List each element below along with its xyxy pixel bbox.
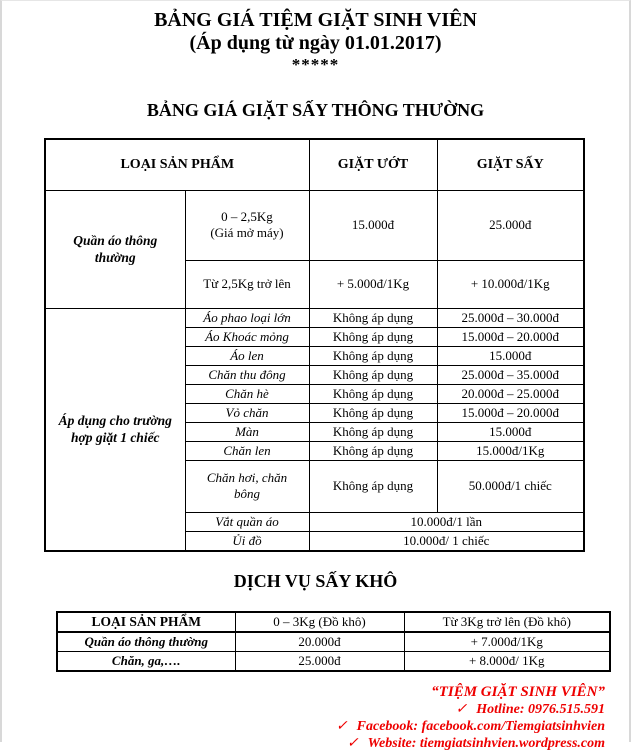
col-header-wet-wash: GIẶT ƯỚT bbox=[309, 139, 437, 190]
table-row bbox=[57, 632, 610, 652]
item-weight: Từ 2,5Kg trở lên bbox=[185, 260, 309, 308]
dry-price: 25.000đ – 30.000đ bbox=[437, 308, 584, 327]
item-name: Ủi đồ bbox=[185, 531, 309, 551]
dry-price: 25.000đ bbox=[437, 190, 584, 260]
dry-price: 25.000đ – 35.000đ bbox=[437, 365, 584, 384]
group-label-normal-clothes: Quần áo thông thường bbox=[45, 190, 185, 308]
facebook-line bbox=[2, 718, 605, 735]
col-header-dry-wash: GIẶT SẤY bbox=[437, 139, 584, 190]
item-name: Chăn hè bbox=[185, 384, 309, 403]
contact-footer bbox=[2, 684, 605, 752]
col-header-product: LOẠI SẢN PHẨM bbox=[45, 139, 309, 190]
dry-price: 15.000đ bbox=[437, 346, 584, 365]
dry-price: 20.000đ – 25.000đ bbox=[437, 384, 584, 403]
table-row bbox=[45, 190, 584, 260]
dry-price: 15.000đ – 20.000đ bbox=[437, 403, 584, 422]
wet-price: Không áp dụng bbox=[309, 422, 437, 441]
item-name: Chăn hơi, chăn bông bbox=[185, 460, 309, 512]
merged-price: 10.000đ/ 1 chiếc bbox=[309, 531, 584, 551]
item-weight-cell bbox=[185, 190, 309, 260]
hotline-text: Hotline: 0976.515.591 bbox=[476, 701, 605, 717]
dry-price: 15.000đ – 20.000đ bbox=[437, 327, 584, 346]
merged-price: 10.000đ/1 lần bbox=[309, 512, 584, 531]
wet-price: Không áp dụng bbox=[309, 327, 437, 346]
item-name: Quần áo thông thường bbox=[57, 632, 235, 652]
check-icon: ✓ bbox=[346, 735, 359, 751]
item-name: Vỏ chăn bbox=[185, 403, 309, 422]
check-icon: ✓ bbox=[455, 701, 468, 717]
wet-price: Không áp dụng bbox=[309, 346, 437, 365]
col-header-product: LOẠI SẢN PHẨM bbox=[57, 612, 235, 632]
item-name: Màn bbox=[185, 422, 309, 441]
wet-price: Không áp dụng bbox=[309, 460, 437, 512]
dry-price: 15.000đ bbox=[437, 422, 584, 441]
shop-name: “TIỆM GIẶT SINH VIÊN” bbox=[431, 683, 605, 700]
table-header-row bbox=[57, 612, 610, 632]
item-name: Chăn thu đông bbox=[185, 365, 309, 384]
dry-price: + 10.000đ/1Kg bbox=[437, 260, 584, 308]
document-title bbox=[2, 1, 629, 73]
facebook-text: Facebook: facebook.com/Tiemgiatsinhvien bbox=[356, 718, 605, 734]
price-table-dry-service bbox=[56, 611, 611, 672]
price-base: 25.000đ bbox=[235, 651, 404, 671]
item-weight-note: (Giá mở máy) bbox=[210, 225, 284, 240]
price-per-kg: + 8.000đ/ 1Kg bbox=[404, 651, 610, 671]
item-name: Chăn, ga,…. bbox=[57, 651, 235, 671]
item-weight: 0 – 2,5Kg bbox=[221, 209, 273, 224]
dry-price: 50.000đ/1 chiếc bbox=[437, 460, 584, 512]
table-row bbox=[57, 651, 610, 671]
group-label-single-item: Áp dụng cho trường hợp giặt 1 chiếc bbox=[45, 308, 185, 551]
col-header-0-3kg: 0 – 3Kg (Đồ khô) bbox=[235, 612, 404, 632]
table-header-row bbox=[45, 139, 584, 190]
wet-price: Không áp dụng bbox=[309, 365, 437, 384]
wet-price: Không áp dụng bbox=[309, 403, 437, 422]
title-stars-separator: ***** bbox=[291, 55, 340, 74]
check-icon: ✓ bbox=[335, 718, 348, 734]
section-heading-wash-dry: BẢNG GIÁ GIẶT SẤY THÔNG THƯỜNG bbox=[146, 100, 485, 120]
website-text: Website: tiemgiatsinhvien.wordpress.com bbox=[367, 735, 605, 751]
item-name: Áo Khoác mỏng bbox=[185, 327, 309, 346]
item-name: Chăn len bbox=[185, 441, 309, 460]
wet-price: 15.000đ bbox=[309, 190, 437, 260]
dry-price: 15.000đ/1Kg bbox=[437, 441, 584, 460]
wet-price: + 5.000đ/1Kg bbox=[309, 260, 437, 308]
wet-price: Không áp dụng bbox=[309, 308, 437, 327]
wet-price: Không áp dụng bbox=[309, 384, 437, 403]
website-line bbox=[2, 735, 605, 752]
item-name: Áo len bbox=[185, 346, 309, 365]
price-base: 20.000đ bbox=[235, 632, 404, 652]
price-table-wash-dry bbox=[44, 138, 585, 552]
hotline-line bbox=[2, 701, 605, 718]
item-name: Vắt quần áo bbox=[185, 512, 309, 531]
col-header-over-3kg: Từ 3Kg trở lên (Đồ khô) bbox=[404, 612, 610, 632]
title-line-2: (Áp dụng từ ngày 01.01.2017) bbox=[189, 32, 442, 54]
wet-price: Không áp dụng bbox=[309, 441, 437, 460]
table-row bbox=[45, 308, 584, 327]
section-heading-dry-service: DỊCH VỤ SẤY KHÔ bbox=[233, 570, 398, 591]
item-name: Áo phao loại lớn bbox=[185, 308, 309, 327]
price-per-kg: + 7.000đ/1Kg bbox=[404, 632, 610, 652]
title-line-1: BẢNG GIÁ TIỆM GIẶT SINH VIÊN bbox=[154, 9, 477, 31]
